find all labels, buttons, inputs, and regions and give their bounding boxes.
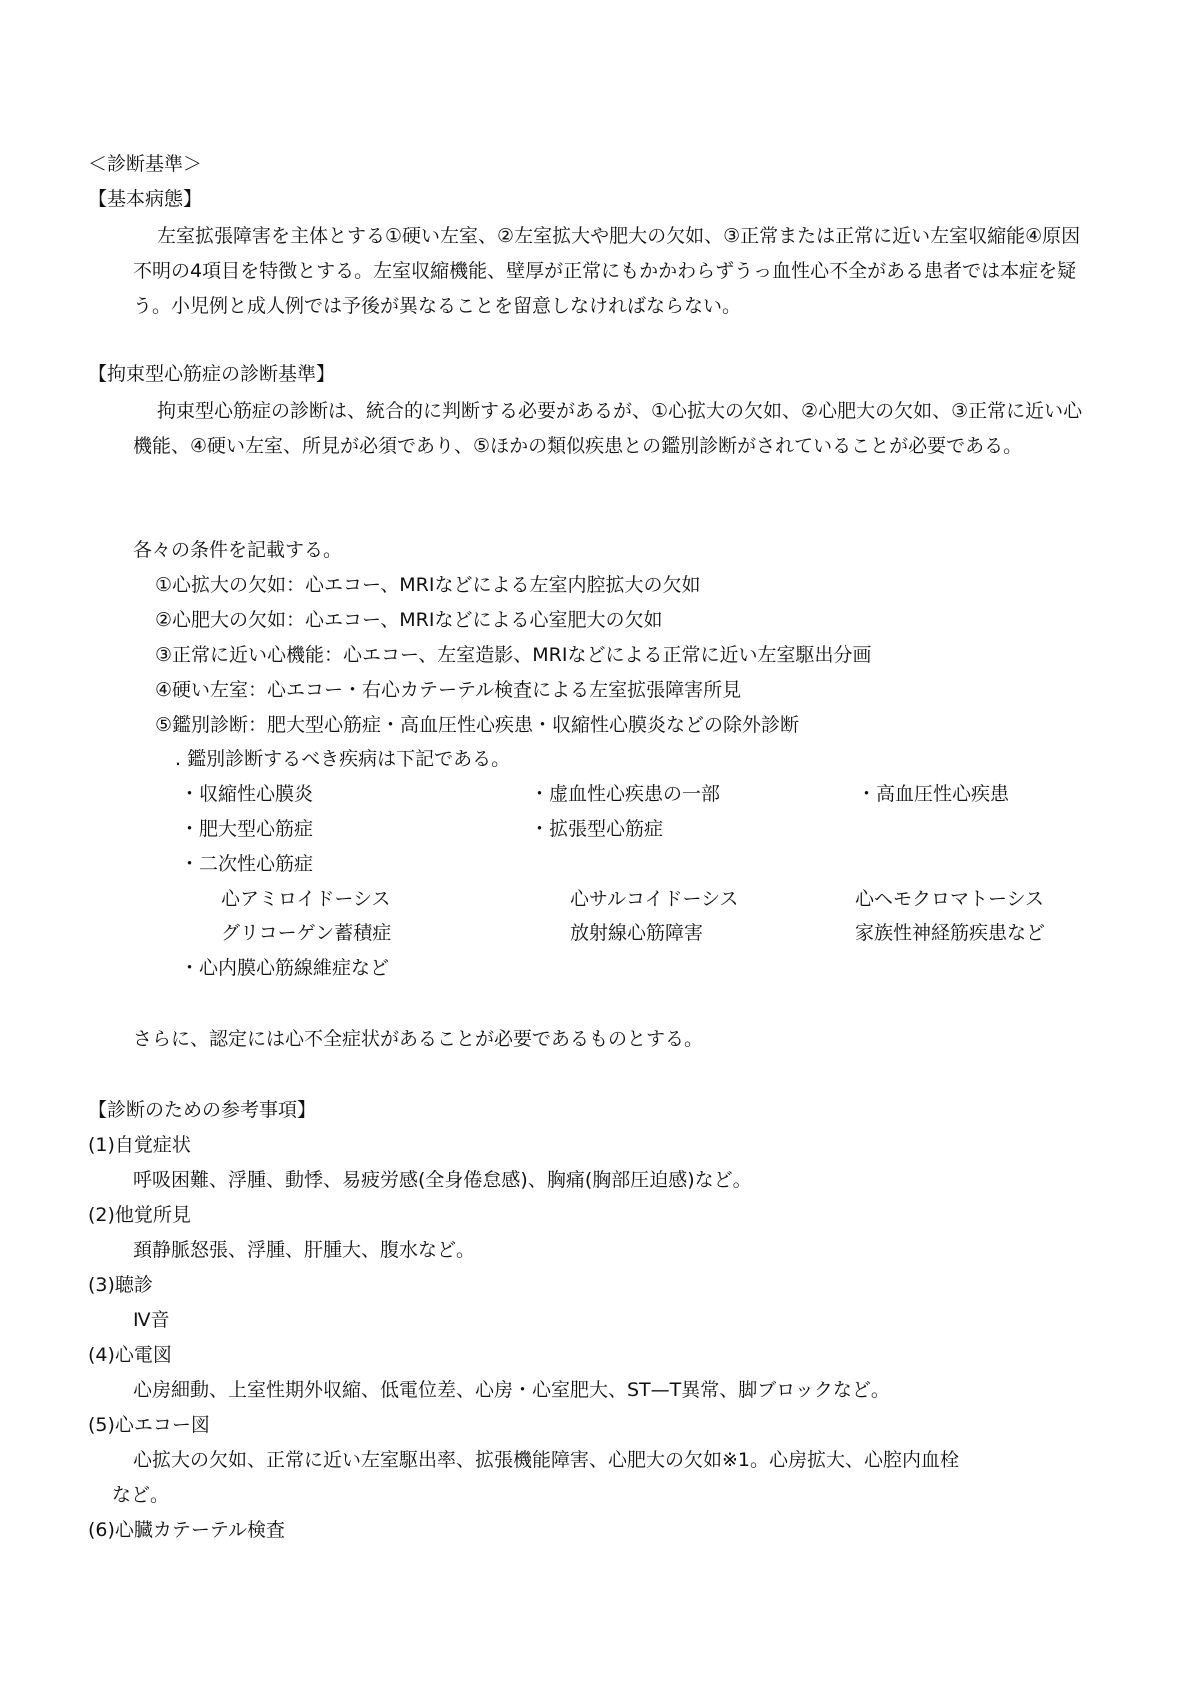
differential-item: ・心内膜心筋線維症など [180,957,390,979]
differential-item: ・収縮性心膜炎 [180,783,314,805]
reference-item-label: (3)聴診 [88,1274,153,1296]
differential-item: ・拡張型心筋症 [530,818,664,840]
reference-item-text-continued: など。 [112,1484,170,1506]
condition-item: ③正常に近い心機能：心エコー、左室造影、MRIなどによる正常に近い左室駆出分画 [155,644,872,666]
differential-item: ・二次性心筋症 [180,853,314,875]
reference-item-label: (4)心電図 [88,1344,172,1366]
page-title: ＜診断基準＞ [88,153,203,175]
basic-pathology-paragraph: 左室拡張障害を主体とする①硬い左室、②左室拡大や肥大の欠如、③正常または正常に近い左室収縮能④原因不明の4項目を特徴とする。左室収縮機能、壁厚が正常にもかかわらずうっ血性心不全がある患者では本症を疑う。小児例と成人例では予後が異なることを留意しなければならない。 [133,225,1081,317]
reference-item-label: (5)心エコー図 [88,1414,210,1436]
section-heading-basic-pathology: 【基本病態】 [88,188,203,210]
condition-item: ①心拡大の欠如：心エコー、MRIなどによる左室内腔拡大の欠如 [155,574,701,596]
condition-item: ④硬い左室：心エコー・右心カテーテル検査による左室拡張障害所見 [155,679,742,701]
differential-item: ・虚血性心疾患の一部 [530,783,721,805]
secondary-cardiomyopathy-item: 心サルコイドーシス [570,888,739,910]
secondary-cardiomyopathy-item: 心アミロイドーシス [221,888,391,910]
reference-item-text: 呼吸困難、浮腫、動悸、易疲労感(全身倦怠感)、胸痛(胸部圧迫感)など。 [133,1169,752,1191]
differential-intro: . 鑑別診断するべき疾病は下記である。 [175,748,511,770]
differential-item: ・高血圧性心疾患 [857,783,1010,805]
secondary-cardiomyopathy-item: 心ヘモクロマトーシス [855,888,1045,910]
secondary-cardiomyopathy-item: 家族性神経筋疾患など [855,922,1046,944]
reference-item-label: (6)心臓カテーテル検査 [88,1519,285,1541]
reference-item-label: (2)他覚所見 [88,1204,191,1226]
reference-item-text: 頚静脈怒張、浮腫、肝腫大、腹水など。 [133,1239,476,1261]
differential-item: ・肥大型心筋症 [180,818,314,840]
certification-note: さらに、認定には心不全症状があることが必要であるものとする。 [133,1028,704,1050]
reference-item-text: 心房細動、上室性期外収縮、低電位差、心房・心室肥大、ST—T異常、脚ブロックなど。 [133,1379,890,1401]
section-heading-reference: 【診断のための参考事項】 [88,1099,317,1121]
section-heading-diagnostic-criteria: 【拘束型心筋症の診断基準】 [88,363,336,385]
reference-item-text: Ⅳ音 [133,1309,170,1331]
reference-item-text: 心拡大の欠如、正常に近い左室駆出率、拡張機能障害、心肥大の欠如※1。心房拡大、心腔内血栓 [133,1449,960,1471]
condition-item: ②心肥大の欠如：心エコー、MRIなどによる心室肥大の欠如 [155,609,663,631]
secondary-cardiomyopathy-item: 放射線心筋障害 [570,922,704,944]
reference-item-label: (1)自覚症状 [88,1134,191,1156]
secondary-cardiomyopathy-item: グリコーゲン蓄積症 [221,922,392,944]
diagnostic-criteria-paragraph: 拘束型心筋症の診断は、統合的に判断する必要があるが、①心拡大の欠如、②心肥大の欠如、③正常に近い心機能、④硬い左室、所見が必須であり、⑤ほかの類似疾患との鑑別診断がされていることが必要である。 [133,400,1083,457]
condition-item: ⑤鑑別診断：肥大型心筋症・高血圧性心疾患・収縮性心膜炎などの除外診断 [155,714,800,736]
conditions-intro: 各々の条件を記載する。 [133,539,343,561]
